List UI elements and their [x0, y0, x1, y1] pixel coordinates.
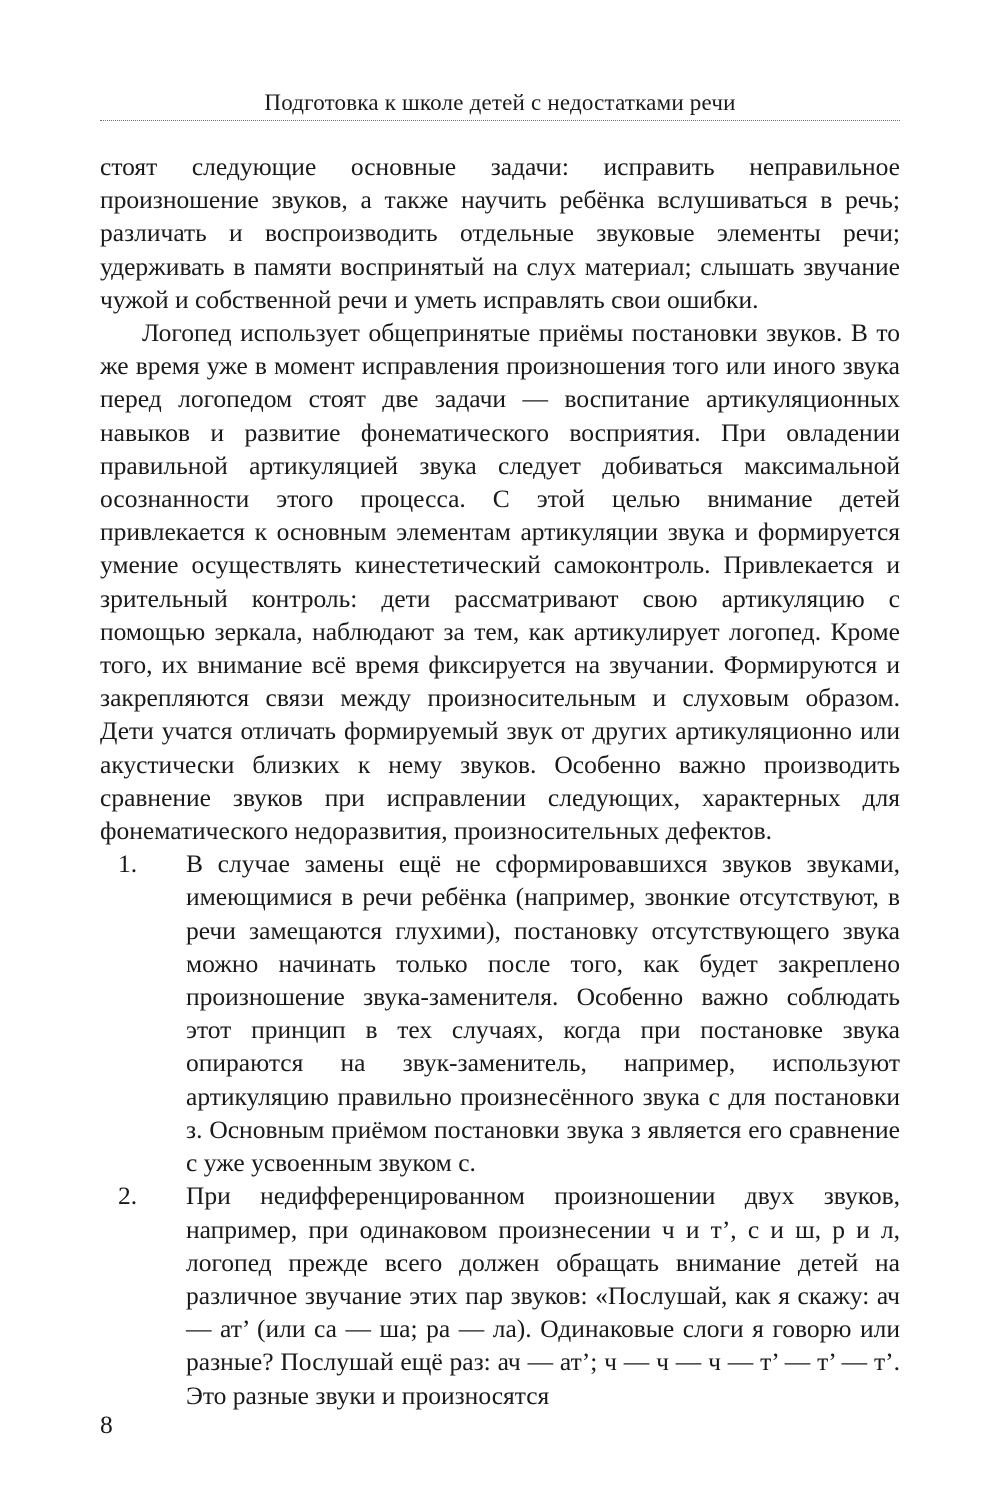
- list-item-number: 2.: [118, 1181, 138, 1211]
- page-body: [100, 150, 900, 1412]
- list-item-text: В случае замены ещё не сформировавшихся звуков звуками, имеющимися в речи ребёнка (например, звонкие отсутствуют, в речи замещаются глухими), постановку отсутствующего звука можно начинать только после того, как будет закреплено произношение звука-заменителя. Особенно важно соблюдать этот принцип в тех случаях, когда при постановке звука опираются на звук-заменитель, например, используют артикуляцию правильно произнесённого звука с для постановки з. Основным приёмом постановки звука з является его сравнение с уже усвоенным звуком с.: [186, 849, 900, 1178]
- paragraph-continuation: стоят следующие основные задачи: исправить неправильное произношение звуков, а также научить ребёнка вслушиваться в речь; различать и воспроизводить отдельные звуковые элементы речи; удерживать в памяти воспринятый на слух материал; слышать звучание чужой и собственной речи и уметь исправлять свои ошибки.: [100, 152, 900, 314]
- paragraph-logoped: Логопед использует общепринятые приёмы постановки звуков. В то же время уже в момент исправления произношения того или иного звука перед логопедом стоят две задачи — воспитание артикуляционных навыков и развитие фонематического восприятия. При овладении правильной артикуляцией звука следует добиваться максимальной осознанности этого процесса. С этой целью внимание детей привлекается к основным элементам артикуляции звука и формируется умение осуществлять кинестетический самоконтроль. Привлекается и зрительный контроль: дети рассматривают свою артикуляцию с помощью зеркала, наблюдают за тем, как артикулирует логопед. Кроме того, их внимание всё время фиксируется на звучании. Формируются и закрепляются связи между произносительным и слуховым образом. Дети учатся отличать формируемый звук от других артикуляционно или акустически близких к нему звуков. Особенно важно производить сравнение звуков при исправлении следующих, характерных для фонематического недоразвития, произносительных дефектов.: [100, 318, 900, 846]
- list-item-1: [100, 847, 900, 1179]
- running-head: Подготовка к школе детей с недостатками речи: [264, 90, 736, 115]
- list-item-text: При недифференцированном произношении двух звуков, например, при одинаковом произнесении ч и т’, с и ш, р и л, логопед прежде всего должен обращать внимание детей на различное звучание этих пар звуков: «Послушай, как я скажу: ач — ат’ (или са — ша; ра — ла). Одинаковые слоги я говорю или разные? Послушай ещё раз: ач — ат’; ч — ч — ч — т’ — т’ — т’. Это разные звуки и произносятся: [186, 1181, 900, 1410]
- header-divider: [100, 120, 900, 121]
- list-item-2: [100, 1179, 900, 1411]
- list-item-number: 1.: [118, 849, 138, 879]
- page-number: 8: [100, 1410, 113, 1439]
